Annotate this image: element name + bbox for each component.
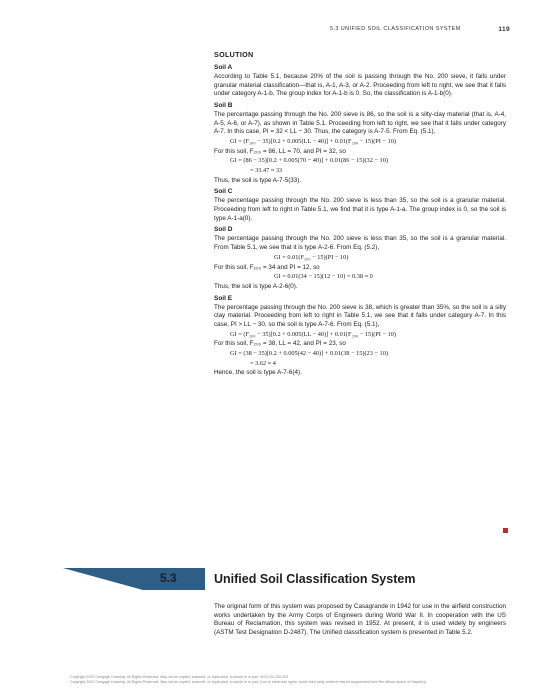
soil-e-title: Soil E xyxy=(214,294,233,302)
section-title: Unified Soil Classification System xyxy=(214,572,416,586)
soil-c-text: The percentage passing through the No. 200 sieve is less than 35, so the soil is a granular material. Proceeding from left to right in Table 5.1, we find that it is type A-1-a. The group index is 0, so the soil is type A-1-a(0). xyxy=(214,197,506,222)
soil-a-text: According to Table 5.1, because 20% of the soil is passing through the No. 200 sieve, it falls under granular material classification—that is, A-1, A-3, or A-2. Proceeding from left to right, we see that it falls under category A-1-b. The group index for A-1-b is 0. So, the classification is A-1-b(0). xyxy=(214,72,506,98)
soil-c-title: Soil C xyxy=(214,188,233,196)
soil-e-equation-2: GI = (38 − 35)[0.2 + 0.005(42 − 40)] + 0.01(38 − 15)(23 − 10) xyxy=(230,349,388,357)
soil-b-for-line: For this soil, F₂₀₀ = 86, LL = 70, and PI = 32, so xyxy=(214,147,346,155)
page-number: 119 xyxy=(498,26,510,33)
soil-b-equation-3: = 33.47 ≈ 33 xyxy=(250,167,283,175)
copyright-line-2: Copyright 2022 Cengage Learning. All Rights Reserved. May not be copied, scanned, or duplicated, in whole or in part. Due to electronic rights, some third party content may be suppressed from the eBook and/or eChapter(s). xyxy=(70,680,428,685)
soil-e-equation-1: GI = (F₂₀₀ − 35)[0.2 + 0.005(LL − 40)] + 0.01(F₂₀₀ − 15)(PI − 10) xyxy=(230,330,396,338)
soil-b-equation-1: GI = (F₂₀₀ − 35)[0.2 + 0.005(LL − 40)] + 0.01(F₂₀₀ − 15)(PI − 10) xyxy=(230,138,396,145)
solution-block xyxy=(214,50,506,379)
section-number: 5.3 xyxy=(160,571,177,585)
running-head-text: 5.3 UNIFIED SOIL CLASSIFICATION SYSTEM xyxy=(330,26,461,32)
soil-d-equation-1: GI = 0.01(F₂₀₀ − 15)(PI − 10) xyxy=(274,253,349,261)
soil-d-result: Thus, the soil is type A-2-6(0). xyxy=(214,282,298,290)
soil-d-title: Soil D xyxy=(214,226,233,234)
section-band-triangle xyxy=(63,568,143,590)
end-of-example-mark xyxy=(503,528,508,533)
soil-e-text: The percentage passing through the No. 200 sieve is 38, which is greater than 35%, so the soil is a silty clay material. Proceeding from left to right in Table 5.1, we see that it falls under category A-7. In this case, PI > LL − 30, so the soil is type A-7-6. From Eq. (5.1), xyxy=(214,303,506,328)
soil-d-text: The percentage passing through the No. 200 sieve is less than 35, so the soil is a granular material. From Table 5.1, we see that it is type A-2-6. From Eq. (5.2), xyxy=(214,235,506,252)
soil-b-result: Thus, the soil is type A-7-5(33). xyxy=(214,176,302,184)
soil-e-equation-3: = 3.62 ≈ 4 xyxy=(250,359,276,367)
soil-e-result: Hence, the soil is type A-7-6(4). xyxy=(214,369,302,377)
soil-b-title: Soil B xyxy=(214,101,233,109)
soil-b-equation-2: GI = (86 − 35)[0.2 + 0.005(70 − 40)] + 0.01(86 − 15)(32 − 10) xyxy=(230,157,388,165)
soil-e-for-line: For this soil, F₂₀₀ = 38, LL = 42, and PI = 23, so xyxy=(214,340,346,348)
soil-d-equation-2: GI = 0.01(34 − 15)(12 − 10) = 0.38 ≈ 0 xyxy=(274,273,373,281)
section-body: The original form of this system was proposed by Casagrande in 1942 for use in the airfield construction works undertaken by the Army Corps of Engineers during World War II. In cooperation with the US Bureau of Reclamation, this system was revised in 1952. At present, it is used widely by engineers (ASTM Test Designation D-2487). The Unified classification system is presented in Table 5.2. xyxy=(214,603,506,637)
copyright-line-1: Copyright 2022 Cengage Learning. All Rights Reserved. May not be copied, scanned, or duplicated, in whole or in part. WCN 02-200-203 xyxy=(70,675,289,679)
copyright-footer xyxy=(70,675,510,686)
solution-heading: SOLUTION xyxy=(214,50,254,59)
running-head xyxy=(330,26,510,32)
soil-d-for-line: For this soil, F₂₀₀ = 34 and PI = 12, so xyxy=(214,263,320,271)
soil-b-text: The percentage passing through the No. 200 sieve is 86, so the soil is a silty-clay material (that is, A-4, A-5, A-6, or A-7), as shown in Table 5.1. Proceeding from left to right, we see that it falls under category A-7. In this case, PI = 32 < LL − 30. Thus, the category is A-7-5. From Eq. (5.1), xyxy=(214,110,506,136)
soil-a-title: Soil A xyxy=(214,63,233,71)
